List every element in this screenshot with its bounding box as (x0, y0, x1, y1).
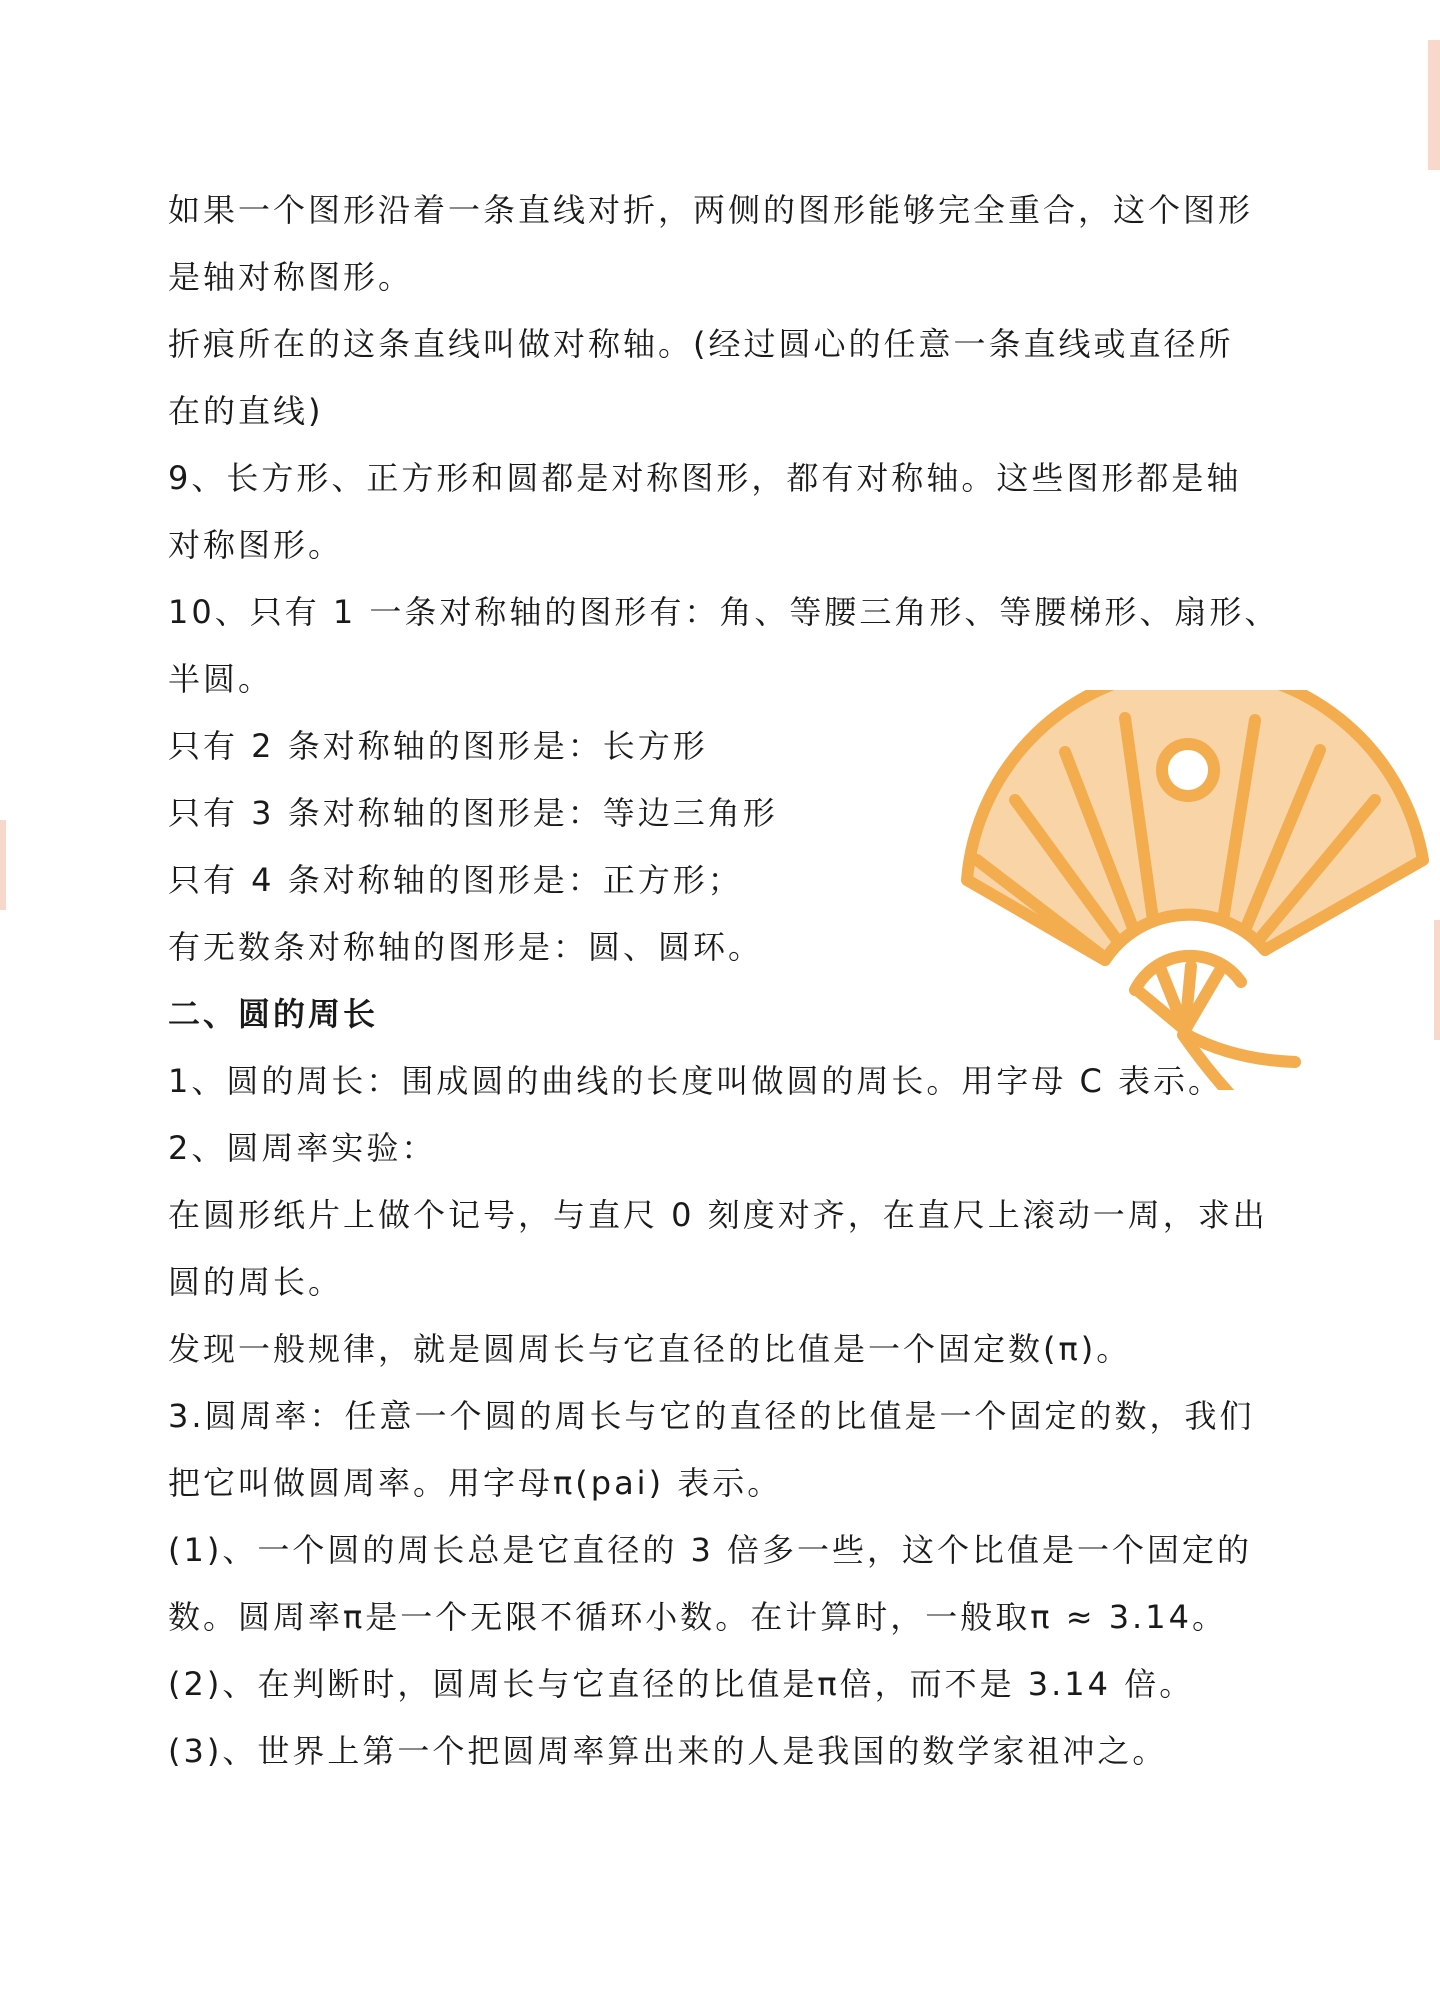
paragraph-line: 圆的周长。 (168, 1263, 344, 1301)
paragraph-line: 如果一个图形沿着一条直线对折，两侧的图形能够完全重合，这个图形 (168, 191, 1254, 229)
paragraph-line: 1、圆的周长：围成圆的曲线的长度叫做圆的周长。用字母 C 表示。 (168, 1062, 1224, 1100)
edge-mark-left (0, 820, 6, 910)
section-heading: 二、圆的周长 (168, 995, 379, 1033)
paragraph-line: 是轴对称图形。 (168, 258, 414, 296)
paragraph-line: 发现一般规律，就是圆周长与它直径的比值是一个固定数(π)。 (168, 1330, 1132, 1368)
paragraph-line: (2)、在判断时，圆周长与它直径的比值是π倍，而不是 3.14 倍。 (168, 1665, 1195, 1703)
paragraph-line: 有无数条对称轴的图形是：圆、圆环。 (168, 928, 764, 966)
paragraph-line: 只有 4 条对称轴的图形是：正方形； (168, 861, 743, 899)
paragraph-line: 折痕所在的这条直线叫做对称轴。(经过圆心的任意一条直线或直径所 (168, 325, 1234, 363)
paragraph-line: (3)、世界上第一个把圆周率算出来的人是我国的数学家祖冲之。 (168, 1732, 1168, 1770)
paragraph-line: 9、长方形、正方形和圆都是对称图形，都有对称轴。这些图形都是轴 (168, 459, 1242, 497)
paragraph-line: 10、只有 1 一条对称轴的图形有：角、等腰三角形、等腰梯形、扇形、 (168, 593, 1280, 631)
paragraph-line: 只有 2 条对称轴的图形是：长方形 (168, 727, 708, 765)
paragraph-line: 半圆。 (168, 660, 274, 698)
paragraph-line: 对称图形。 (168, 526, 344, 564)
paragraph-line: 3.圆周率：任意一个圆的周长与它的直径的比值是一个固定的数，我们 (168, 1397, 1255, 1435)
paragraph-line: 在的直线) (168, 392, 324, 430)
paragraph-line: 数。圆周率π是一个无限不循环小数。在计算时，一般取π ≈ 3.14。 (168, 1598, 1227, 1636)
paragraph-line: 2、圆周率实验： (168, 1129, 437, 1167)
edge-mark-top-right (1428, 40, 1440, 170)
paragraph-line: 只有 3 条对称轴的图形是：等边三角形 (168, 794, 778, 832)
paragraph-line: 在圆形纸片上做个记号，与直尺 0 刻度对齐，在直尺上滚动一周，求出 (168, 1196, 1268, 1234)
paragraph-line: (1)、一个圆的周长总是它直径的 3 倍多一些，这个比值是一个固定的 (168, 1531, 1253, 1569)
folding-fan-icon (955, 690, 1435, 1090)
paragraph-line: 把它叫做圆周率。用字母π(pai) 表示。 (168, 1464, 783, 1502)
